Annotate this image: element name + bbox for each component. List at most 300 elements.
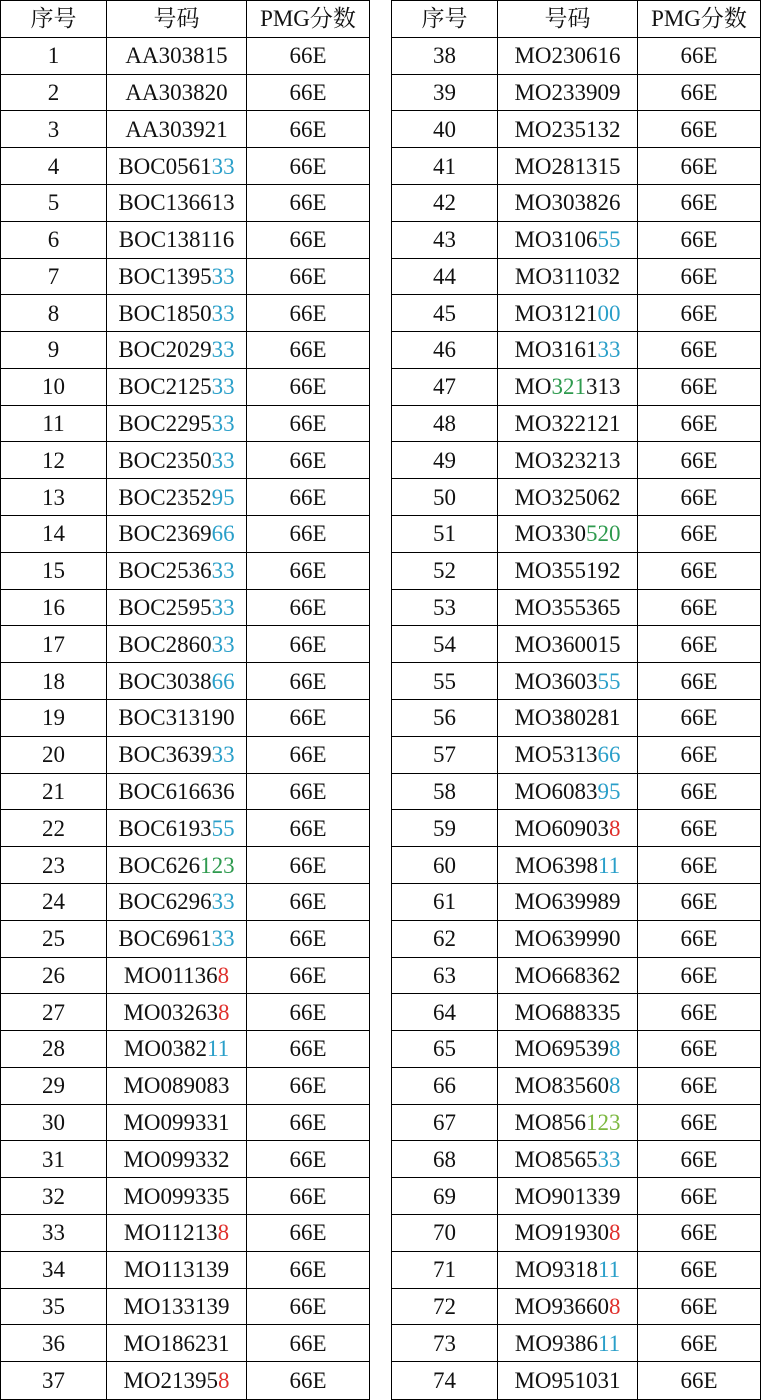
row-number: 34 [1,1252,107,1288]
code-segment: MO69539 [514,1036,610,1062]
code-segment: MO133139 [123,1294,230,1320]
code-cell [498,1289,638,1325]
score-cell: 66E [289,889,327,915]
header-score: PMG分数 [651,6,747,32]
code-cell [107,259,247,295]
code-cell [498,1325,638,1361]
row-number: 48 [392,406,498,442]
score-cell: 66E [680,300,718,326]
code-segment: 33 [211,447,235,473]
code-cell [498,626,638,662]
score-cell: 66E [680,815,718,841]
score-cell: 66E [289,852,327,878]
code-segment: MO186231 [123,1330,230,1356]
table-row [1,1141,369,1178]
code-cell [498,516,638,552]
code-segment: MO355365 [514,595,621,621]
code-cell [107,295,247,331]
score-cell: 66E [289,705,327,731]
row-number: 22 [1,810,107,846]
code-segment: MO688335 [514,999,621,1025]
code-cell [498,222,638,258]
code-cell [107,737,247,773]
code-cell [498,921,638,957]
table-row [1,553,369,590]
row-number: 42 [392,185,498,221]
code-cell [498,553,638,589]
code-cell [498,810,638,846]
score-cell: 66E [680,447,718,473]
table-row [392,516,760,553]
code-segment: BOC2860 [118,631,212,657]
code-cell [107,700,247,736]
score-cell: 66E [289,926,327,952]
row-number: 36 [1,1325,107,1361]
row-number: 6 [1,222,107,258]
row-number: 45 [392,295,498,331]
table-row [392,369,760,406]
code-cell [498,1215,638,1251]
row-number: 72 [392,1289,498,1325]
code-segment: BOC6961 [118,926,212,952]
row-number: 25 [1,921,107,957]
code-cell [107,332,247,368]
code-segment: BOC6296 [118,889,212,915]
score-cell: 66E [289,1220,327,1246]
row-number: 19 [1,700,107,736]
score-cell: 66E [680,778,718,804]
code-segment: MO380281 [514,705,621,731]
code-cell [107,1325,247,1361]
row-number: 62 [392,921,498,957]
table-row [1,810,369,847]
code-segment: BOC2125 [118,374,212,400]
row-number: 57 [392,737,498,773]
row-number: 41 [392,148,498,184]
code-cell [107,148,247,184]
code-segment: MO668362 [514,962,621,988]
table-row [1,369,369,406]
code-segment: 8 [609,1294,621,1320]
table-row [392,774,760,811]
row-number: 67 [392,1105,498,1141]
score-cell: 66E [680,926,718,952]
code-cell [498,1031,638,1067]
row-number: 60 [392,847,498,883]
code-cell [107,1031,247,1067]
code-cell [107,774,247,810]
score-cell: 66E [680,1368,718,1394]
code-cell [107,1105,247,1141]
score-cell: 66E [680,116,718,142]
score-cell: 66E [289,1036,327,1062]
table-row [392,847,760,884]
table-row [392,994,760,1031]
row-number: 40 [392,111,498,147]
score-cell: 66E [289,999,327,1025]
score-cell: 66E [680,263,718,289]
code-segment: 8 [609,1036,621,1062]
code-cell [498,774,638,810]
row-number: 52 [392,553,498,589]
table-row [1,737,369,774]
table-row [1,1068,369,1105]
code-cell [107,663,247,699]
row-number: 16 [1,590,107,626]
score-cell: 66E [289,337,327,363]
code-cell [107,810,247,846]
row-number: 38 [392,38,498,74]
score-cell: 66E [289,962,327,988]
code-segment: 33 [211,926,235,952]
score-cell: 66E [680,705,718,731]
row-number: 64 [392,994,498,1030]
table-row [1,479,369,516]
code-cell [107,994,247,1030]
code-segment: MO03263 [123,999,219,1025]
code-cell [107,406,247,442]
left-table [0,0,370,1400]
table-row [1,958,369,995]
score-cell: 66E [289,558,327,584]
code-cell [498,75,638,111]
table-row [392,737,760,774]
table-row [392,700,760,737]
row-number: 28 [1,1031,107,1067]
score-cell: 66E [680,411,718,437]
code-cell [498,884,638,920]
row-number: 8 [1,295,107,331]
table-row [392,259,760,296]
code-segment: 66 [211,668,235,694]
code-segment: 55 [597,668,621,694]
code-segment: MO6083 [514,778,598,804]
row-number: 21 [1,774,107,810]
code-segment: 33 [211,631,235,657]
score-cell: 66E [289,815,327,841]
score-cell: 66E [680,999,718,1025]
code-cell [107,1252,247,1288]
code-segment: MO639989 [514,889,621,915]
code-segment: 95 [597,778,621,804]
table-row [1,148,369,185]
code-cell [498,442,638,478]
score-cell: 66E [680,153,718,179]
row-number: 35 [1,1289,107,1325]
code-segment: BOC3038 [118,668,212,694]
code-segment: MO01136 [123,962,218,988]
row-number: 18 [1,663,107,699]
table-row [392,222,760,259]
code-segment: BOC1850 [118,300,212,326]
code-segment: 33 [211,374,235,400]
row-number: 49 [392,442,498,478]
score-cell: 66E [680,889,718,915]
code-segment: BOC2350 [118,447,212,473]
row-number: 70 [392,1215,498,1251]
header-row [1,1,369,38]
score-cell: 66E [680,852,718,878]
code-segment: BOC2352 [118,484,212,510]
code-cell [107,1068,247,1104]
code-segment: 33 [211,153,235,179]
table-row [1,38,369,75]
row-number: 10 [1,369,107,405]
row-number: 29 [1,1068,107,1104]
row-number: 13 [1,479,107,515]
code-cell [107,847,247,883]
table-row [392,810,760,847]
row-number: 43 [392,222,498,258]
code-segment: MO099335 [123,1183,230,1209]
row-number: 2 [1,75,107,111]
row-number: 12 [1,442,107,478]
score-cell: 66E [680,1073,718,1099]
code-segment: MO230616 [514,43,621,69]
score-cell: 66E [680,484,718,510]
code-cell [107,884,247,920]
code-cell [107,75,247,111]
code-segment: MO951031 [514,1368,621,1394]
code-segment: MO93660 [514,1294,610,1320]
code-segment: MO303826 [514,190,621,216]
score-cell: 66E [680,521,718,547]
code-cell [498,111,638,147]
row-number: 7 [1,259,107,295]
row-number: 23 [1,847,107,883]
score-cell: 66E [680,1146,718,1172]
table-row [1,1105,369,1142]
score-cell: 66E [289,778,327,804]
row-number: 68 [392,1141,498,1177]
score-cell: 66E [289,668,327,694]
code-cell [107,185,247,221]
score-cell: 66E [680,190,718,216]
code-cell [498,1178,638,1214]
code-segment: 8 [217,1220,230,1246]
score-cell: 66E [680,631,718,657]
code-segment: 33 [211,300,235,326]
code-segment: 520 [586,521,621,547]
code-segment: MO235132 [514,116,621,142]
code-cell [107,1178,247,1214]
table-row [1,111,369,148]
code-segment: MO311032 [514,263,621,289]
header-score: PMG分数 [260,6,356,32]
code-segment: 33 [211,337,235,363]
code-segment: 33 [211,595,235,621]
code-segment: MO [514,374,552,400]
table-row [392,406,760,443]
code-segment: BOC2595 [118,595,212,621]
table-row [392,626,760,663]
code-segment: 33 [211,558,235,584]
score-cell: 66E [289,300,327,326]
table-row [392,1031,760,1068]
score-cell: 66E [680,79,718,105]
right-table [391,0,761,1400]
code-cell [498,1068,638,1104]
code-segment: MO099332 [123,1146,230,1172]
code-segment: AA303820 [125,79,228,105]
table-row [1,406,369,443]
code-segment: 11 [597,1257,621,1283]
table-row [392,1178,760,1215]
code-segment: MO330 [514,521,587,547]
row-number: 26 [1,958,107,994]
table-row [1,994,369,1031]
code-segment: MO233909 [514,79,621,105]
row-number: 14 [1,516,107,552]
code-segment: 11 [597,1330,621,1356]
code-segment: MO113139 [123,1257,230,1283]
code-cell [107,590,247,626]
code-segment: 321 [551,374,587,400]
code-cell [498,590,638,626]
row-number: 20 [1,737,107,773]
table-row [1,259,369,296]
table-row [392,1105,760,1142]
table-row [392,75,760,112]
code-cell [107,111,247,147]
code-segment: 95 [211,484,235,510]
row-number: 51 [392,516,498,552]
code-segment: MO11213 [123,1220,218,1246]
code-cell [498,1141,638,1177]
code-segment: AA303815 [125,43,228,69]
code-cell [498,295,638,331]
row-number: 71 [392,1252,498,1288]
score-cell: 66E [289,1294,327,1320]
code-segment: BOC2029 [118,337,212,363]
row-number: 33 [1,1215,107,1251]
table-row [1,1362,369,1399]
table-row [392,38,760,75]
code-segment: 313 [586,374,621,400]
code-segment: BOC313190 [118,705,235,731]
table-row [392,185,760,222]
code-cell [107,38,247,74]
code-segment: MO281315 [514,153,621,179]
row-number: 11 [1,406,107,442]
table-row [392,111,760,148]
score-cell: 66E [289,263,327,289]
table-row [392,663,760,700]
code-segment: 8 [218,999,230,1025]
code-segment: 123 [586,1110,621,1136]
table-row [392,590,760,627]
code-cell [498,148,638,184]
code-segment: MO099331 [123,1110,230,1136]
code-segment: BOC6193 [118,815,212,841]
row-number: 27 [1,994,107,1030]
row-number: 61 [392,884,498,920]
table-row [392,442,760,479]
code-segment: BOC3639 [118,742,212,768]
code-cell [107,479,247,515]
code-cell [107,1362,247,1399]
table-row [1,442,369,479]
table-row [1,516,369,553]
code-segment: BOC138116 [118,227,235,253]
code-segment: MO089083 [123,1073,230,1099]
code-cell [107,369,247,405]
code-segment: 33 [211,742,235,768]
code-segment: MO323213 [514,447,621,473]
table-row [392,1215,760,1252]
table-row [1,185,369,222]
table-row [392,1068,760,1105]
table-row [1,1031,369,1068]
code-cell [107,626,247,662]
table-row [392,479,760,516]
score-cell: 66E [289,1146,327,1172]
table-row [392,1252,760,1289]
score-cell: 66E [289,1073,327,1099]
code-cell [498,185,638,221]
table-row [1,1215,369,1252]
code-cell [498,958,638,994]
code-segment: 66 [211,521,235,547]
score-cell: 66E [289,484,327,510]
code-segment: BOC0561 [118,153,212,179]
code-segment: 8 [218,1368,230,1394]
code-segment: 8 [609,815,621,841]
score-cell: 66E [289,447,327,473]
score-cell: 66E [680,1036,718,1062]
row-number: 3 [1,111,107,147]
table-row [392,1362,760,1399]
code-segment: AA303921 [125,116,228,142]
code-segment: BOC1395 [118,263,212,289]
code-cell [107,1141,247,1177]
table-row [392,1325,760,1362]
code-cell [107,442,247,478]
code-cell [107,921,247,957]
row-number: 54 [392,626,498,662]
code-segment: 33 [597,337,621,363]
row-number: 37 [1,1362,107,1399]
score-cell: 66E [680,374,718,400]
code-segment: MO325062 [514,484,621,510]
score-cell: 66E [680,742,718,768]
header-code: 号码 [498,1,638,37]
code-cell [107,222,247,258]
row-number: 74 [392,1362,498,1399]
code-segment: BOC2536 [118,558,212,584]
score-cell: 66E [289,411,327,437]
code-segment: 33 [211,263,235,289]
score-cell: 66E [289,1257,327,1283]
score-cell: 66E [680,1220,718,1246]
score-cell: 66E [680,558,718,584]
row-number: 15 [1,553,107,589]
code-segment: MO3603 [514,668,598,694]
row-number: 44 [392,259,498,295]
table-row [1,222,369,259]
code-segment: 33 [211,889,235,915]
code-segment: 11 [206,1036,230,1062]
code-cell [498,332,638,368]
row-number: 4 [1,148,107,184]
code-segment: MO639990 [514,926,621,952]
score-cell: 66E [289,153,327,179]
row-number: 59 [392,810,498,846]
row-number: 1 [1,38,107,74]
table-row [392,884,760,921]
score-cell: 66E [680,1110,718,1136]
row-number: 30 [1,1105,107,1141]
